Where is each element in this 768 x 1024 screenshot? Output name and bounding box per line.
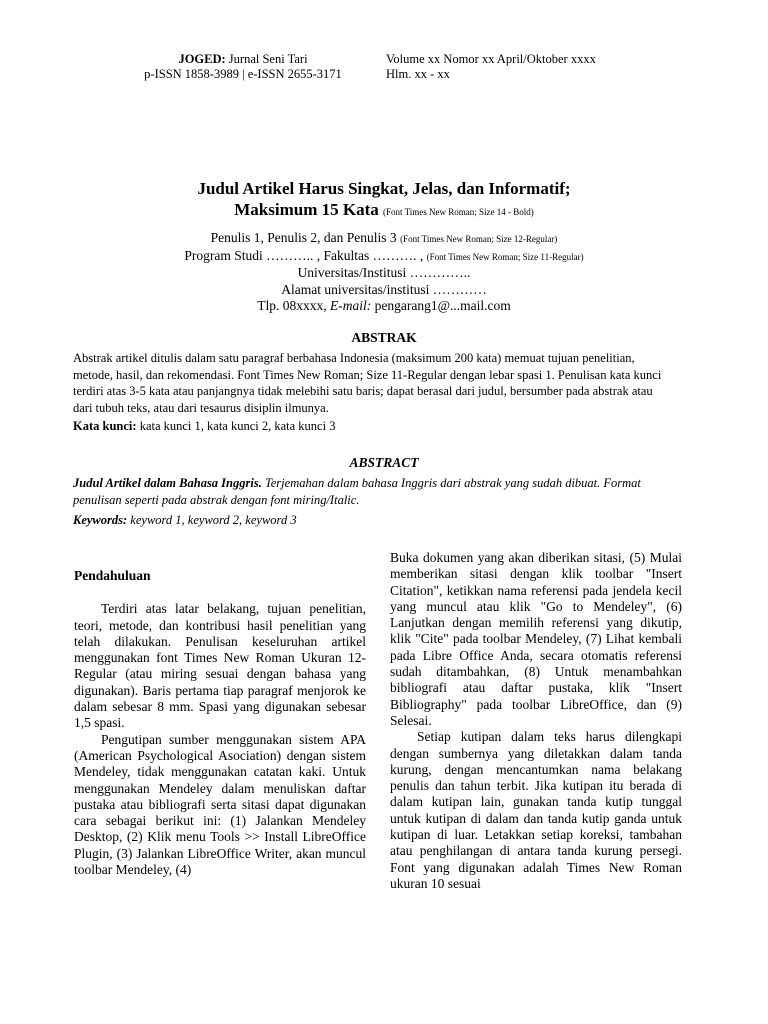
journal-subtitle: Jurnal Seni Tari <box>225 52 308 66</box>
author-block <box>60 230 708 315</box>
keywords-values: keyword 1, keyword 2, keyword 3 <box>127 513 297 527</box>
article-title <box>60 178 708 223</box>
author-format-note: (Font Times New Roman; Size 12-Regular) <box>400 234 558 244</box>
email-label: E-mail: <box>329 298 372 313</box>
keywords-label: Keywords: <box>73 513 128 527</box>
author-program: Program Studi ……….. , Fakultas ………. , <box>184 247 424 263</box>
author-names: Penulis 1, Penulis 2, dan Penulis 3 <box>210 230 397 245</box>
article-title-line2 <box>60 199 708 223</box>
keywords-line <box>73 512 663 529</box>
journal-name: JOGED: <box>178 52 226 66</box>
journal-issn: p-ISSN 1858-3989 | e-ISSN 2655-3171 <box>144 67 342 81</box>
author-program-line <box>60 248 708 266</box>
section-heading-pendahuluan: Pendahuluan <box>74 568 151 583</box>
paragraph: Setiap kutipan dalam teks harus dilengkapi dengan sumbernya yang diletakkan dalam tanda kurung, dengan mencantumkan nama belakang penulis dan tahun terbit. Jika kutipan itu berada di dalam kutipan lain, gunakan tanda kutip tunggal untuk kutipan di dalam dan tanda kutip ganda untuk kutipan di luar. Letakkan setiap koreksi, tambahan atau penghilangan di antara tanda kurung persegi. Font yang digunakan adalah Times New Roman ukuran 10 sesuai <box>390 729 682 891</box>
paragraph: Buka dokumen yang akan diberikan sitasi, (5) Mulai memberikan sitasi dengan klik toolbar "Insert Citation", ketikkan nama referensi pada jendela kecil yang muncul atau klik "Go to Mendeley", (6) Lanjutkan dengan memilih referensi yang dikutip, klik "Cite" pada toolbar Mendeley, (7) Lihat kembali pada Libre Office Anda, secara otomatis referensi sudah ditambahkan, (8) Untuk menambahkan bibliografi atau daftar pustaka, klik "Insert Bibliography" pada toolbar LibreOffice, dan (9) Selesai. <box>390 550 682 728</box>
program-format-note: (Font Times New Roman; Size 11-Regular) <box>426 251 584 262</box>
journal-pages: Hlm. xx - xx <box>386 67 450 81</box>
author-email: pengarang1@...mail.com <box>371 298 511 313</box>
title-format-note: (Font Times New Roman; Size 14 - Bold) <box>382 207 534 217</box>
author-names-line <box>60 230 708 248</box>
paragraph: Pengutipan sumber menggunakan sistem APA (American Psychological Asociation) dengan sistem Mendeley, tidak menggunakan catatan kaki. Untuk menggunakan Mendeley dalam menuliskan daftar pustaka atau bibliografi serta sitasi dapat digunakan cara sebagai berikut ini: (1) Jalankan Mendeley Desktop, (2) Klik menu Tools >> Install LibreOffice Plugin, (3) Jalankan LibreOffice Writer, akan muncul toolbar Mendeley, (4) <box>74 731 366 878</box>
journal-header-left <box>118 52 368 82</box>
abstract-heading: ABSTRACT <box>349 455 419 470</box>
right-column <box>390 550 682 892</box>
journal-name-line <box>118 52 368 67</box>
kata-kunci-values: kata kunci 1, kata kunci 2, kata kunci 3 <box>136 419 336 433</box>
article-title-line2-text: Maksimum 15 Kata <box>234 200 379 219</box>
kata-kunci-line <box>73 418 663 435</box>
abstrak-heading: ABSTRAK <box>351 330 417 345</box>
author-contact <box>60 298 708 315</box>
author-phone: Tlp. 08xxxx, <box>257 298 330 313</box>
abstract-text: Terjemahan dalam bahasa Inggris dari abstrak yang sudah dibuat. Format penulisan seperti pada abstrak dengan font miring/Italic. <box>73 476 641 507</box>
journal-volume: Volume xx Nomor xx April/Oktober xxxx <box>386 52 596 66</box>
author-address: Alamat universitas/institusi ………… <box>281 281 487 297</box>
article-title-line1: Judul Artikel Harus Singkat, Jelas, dan Informatif; <box>197 179 571 198</box>
abstract-title: Judul Artikel dalam Bahasa Inggris. <box>73 476 262 490</box>
abstract-body <box>73 475 663 508</box>
left-column <box>74 568 366 878</box>
journal-header-right <box>386 52 686 82</box>
kata-kunci-label: Kata kunci: <box>73 419 137 433</box>
paragraph: Terdiri atas latar belakang, tujuan penelitian, teori, metode, dan kontribusi hasil penelitian yang telah dilakukan. Penulisan keseluruhan artikel menggunakan font Times New Roman Ukuran 12-Regular (atau miring sesuai dengan bahasa yang digunakan). Baris pertama tiap paragraf menjorok ke dalam sebesar 8 mm. Spasi yang digunakan sebesar 1,5 spasi. <box>74 601 366 731</box>
abstrak-body: Abstrak artikel ditulis dalam satu paragraf berbahasa Indonesia (maksimum 200 kata) memuat tujuan penelitian, metode, hasil, dan rekomendasi. Font Times New Roman; Size 11-Regular dengan lebar spasi 1. Penulisan kata kunci terdiri atas 3-5 kata atau panjangnya tidak melebihi satu baris; dapat berasal dari judul, bersumber pada abstrak atau dari tubuh teks, atau dari tesaurus disiplin ilmunya. <box>73 351 662 415</box>
author-university: Universitas/Institusi ………….. <box>297 265 471 280</box>
